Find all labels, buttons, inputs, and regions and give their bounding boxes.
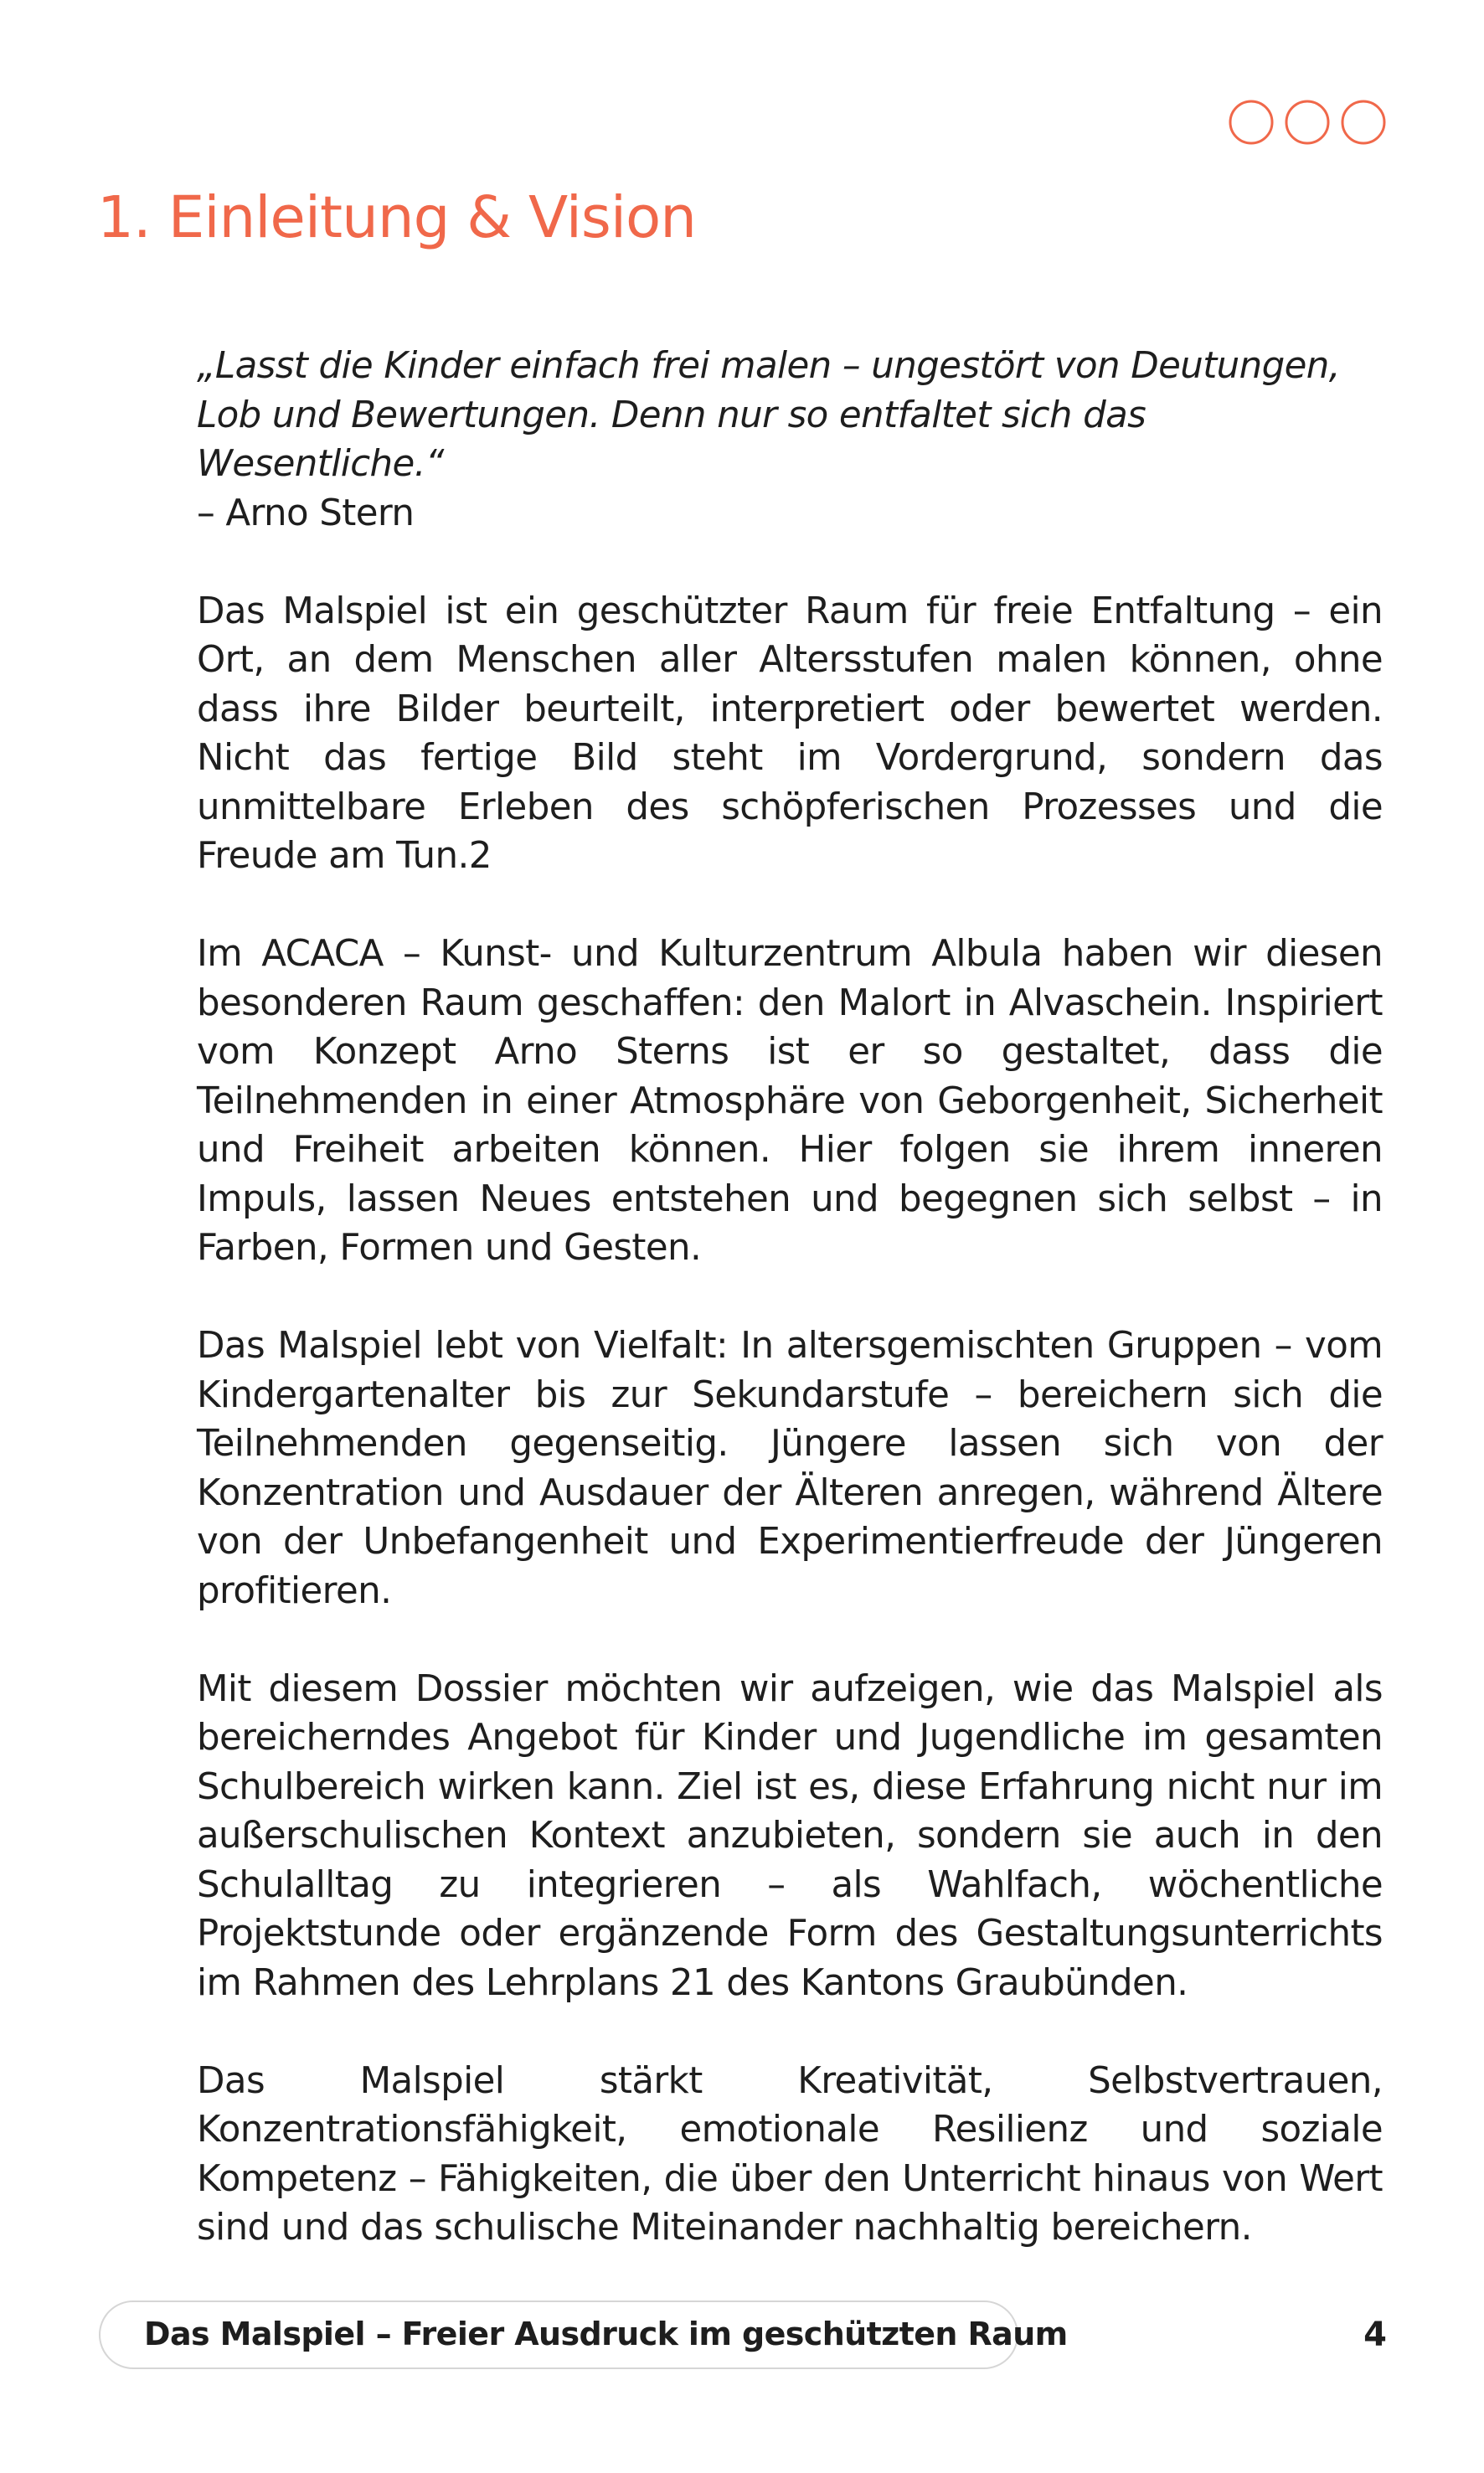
- circle-shape: [1230, 101, 1272, 143]
- footer-document-title: Das Malspiel – Freier Ausdruck im geschützten Raum: [99, 2300, 1018, 2369]
- page-number: 4: [1363, 2316, 1387, 2354]
- circle-shape: [1342, 101, 1384, 143]
- body-paragraph: Das Malspiel lebt von Vielfalt: In altersgemischten Gruppen – vom Kindergartenalter bis zur Sekundarstufe – bereichern sich die Teilnehmenden gegenseitig. Jüngere lassen sich von der Konzentration und Ausdauer der Älteren anregen, während Ältere von der Unbefangenheit und Experimentierfreude der Jüngeren profitieren.: [197, 1325, 1383, 1612]
- body-paragraph: Das Malspiel ist ein geschützter Raum für freie Entfaltung – ein Ort, an dem Menschen aller Altersstufen malen können, ohne dass ihre Bilder beurteilt, interpretiert oder bewertet werden. Nicht das fertige Bild steht im Vordergrund, sondern das unmittelbare Erleben des schöpferischen Prozesses und die Freude am Tun.2: [197, 590, 1383, 877]
- body-paragraph: Mit diesem Dossier möchten wir aufzeigen, wie das Malspiel als bereicherndes Angebot für Kinder und Jugendliche im gesamten Schulbereich wirken kann. Ziel ist es, diese Erfahrung nicht nur im außerschulischen Kontext anzubieten, sondern sie auch in den Schulalltag zu integrieren – als Wahlfach, wöchentliche Projektstunde oder ergänzende Form des Gestaltungsunterrichts im Rahmen des Lehrplans 21 des Kantons Graubünden.: [197, 1667, 1383, 2004]
- body-paragraph: Im ACACA – Kunst- und Kulturzentrum Albula haben wir diesen besonderen Raum geschaffen: den Malort in Alvaschein. Inspiriert vom Konzept Arno Sterns ist er so gestaltet, dass die Teilnehmenden in einer Atmosphäre von Geborgenheit, Sicherheit und Freiheit arbeiten können. Hier folgen sie ihrem inneren Impuls, lassen Neues entstehen und begegnen sich selbst – in Farben, Formen und Gesten.: [197, 933, 1383, 1269]
- main-content: [197, 342, 1383, 2253]
- three-circles-icon: [1228, 99, 1387, 146]
- circle-shape: [1286, 101, 1328, 143]
- quote-text: „Lasst die Kinder einfach frei malen – ungestört von Deutungen, Lob und Bewertungen. Denn nur so entfaltet sich das Wesentliche.“: [197, 345, 1340, 485]
- quote-author: – Arno Stern: [197, 492, 415, 534]
- body-paragraph: Das Malspiel stärkt Kreativität, Selbstvertrauen, Konzentrationsfähigkeit, emotionale Resilienz und soziale Kompetenz – Fähigkeiten, die über den Unterricht hinaus von Wert sind und das schulische Miteinander nachhaltig bereichern.: [197, 2059, 1383, 2249]
- page-title: 1. Einleitung & Vision: [97, 184, 696, 251]
